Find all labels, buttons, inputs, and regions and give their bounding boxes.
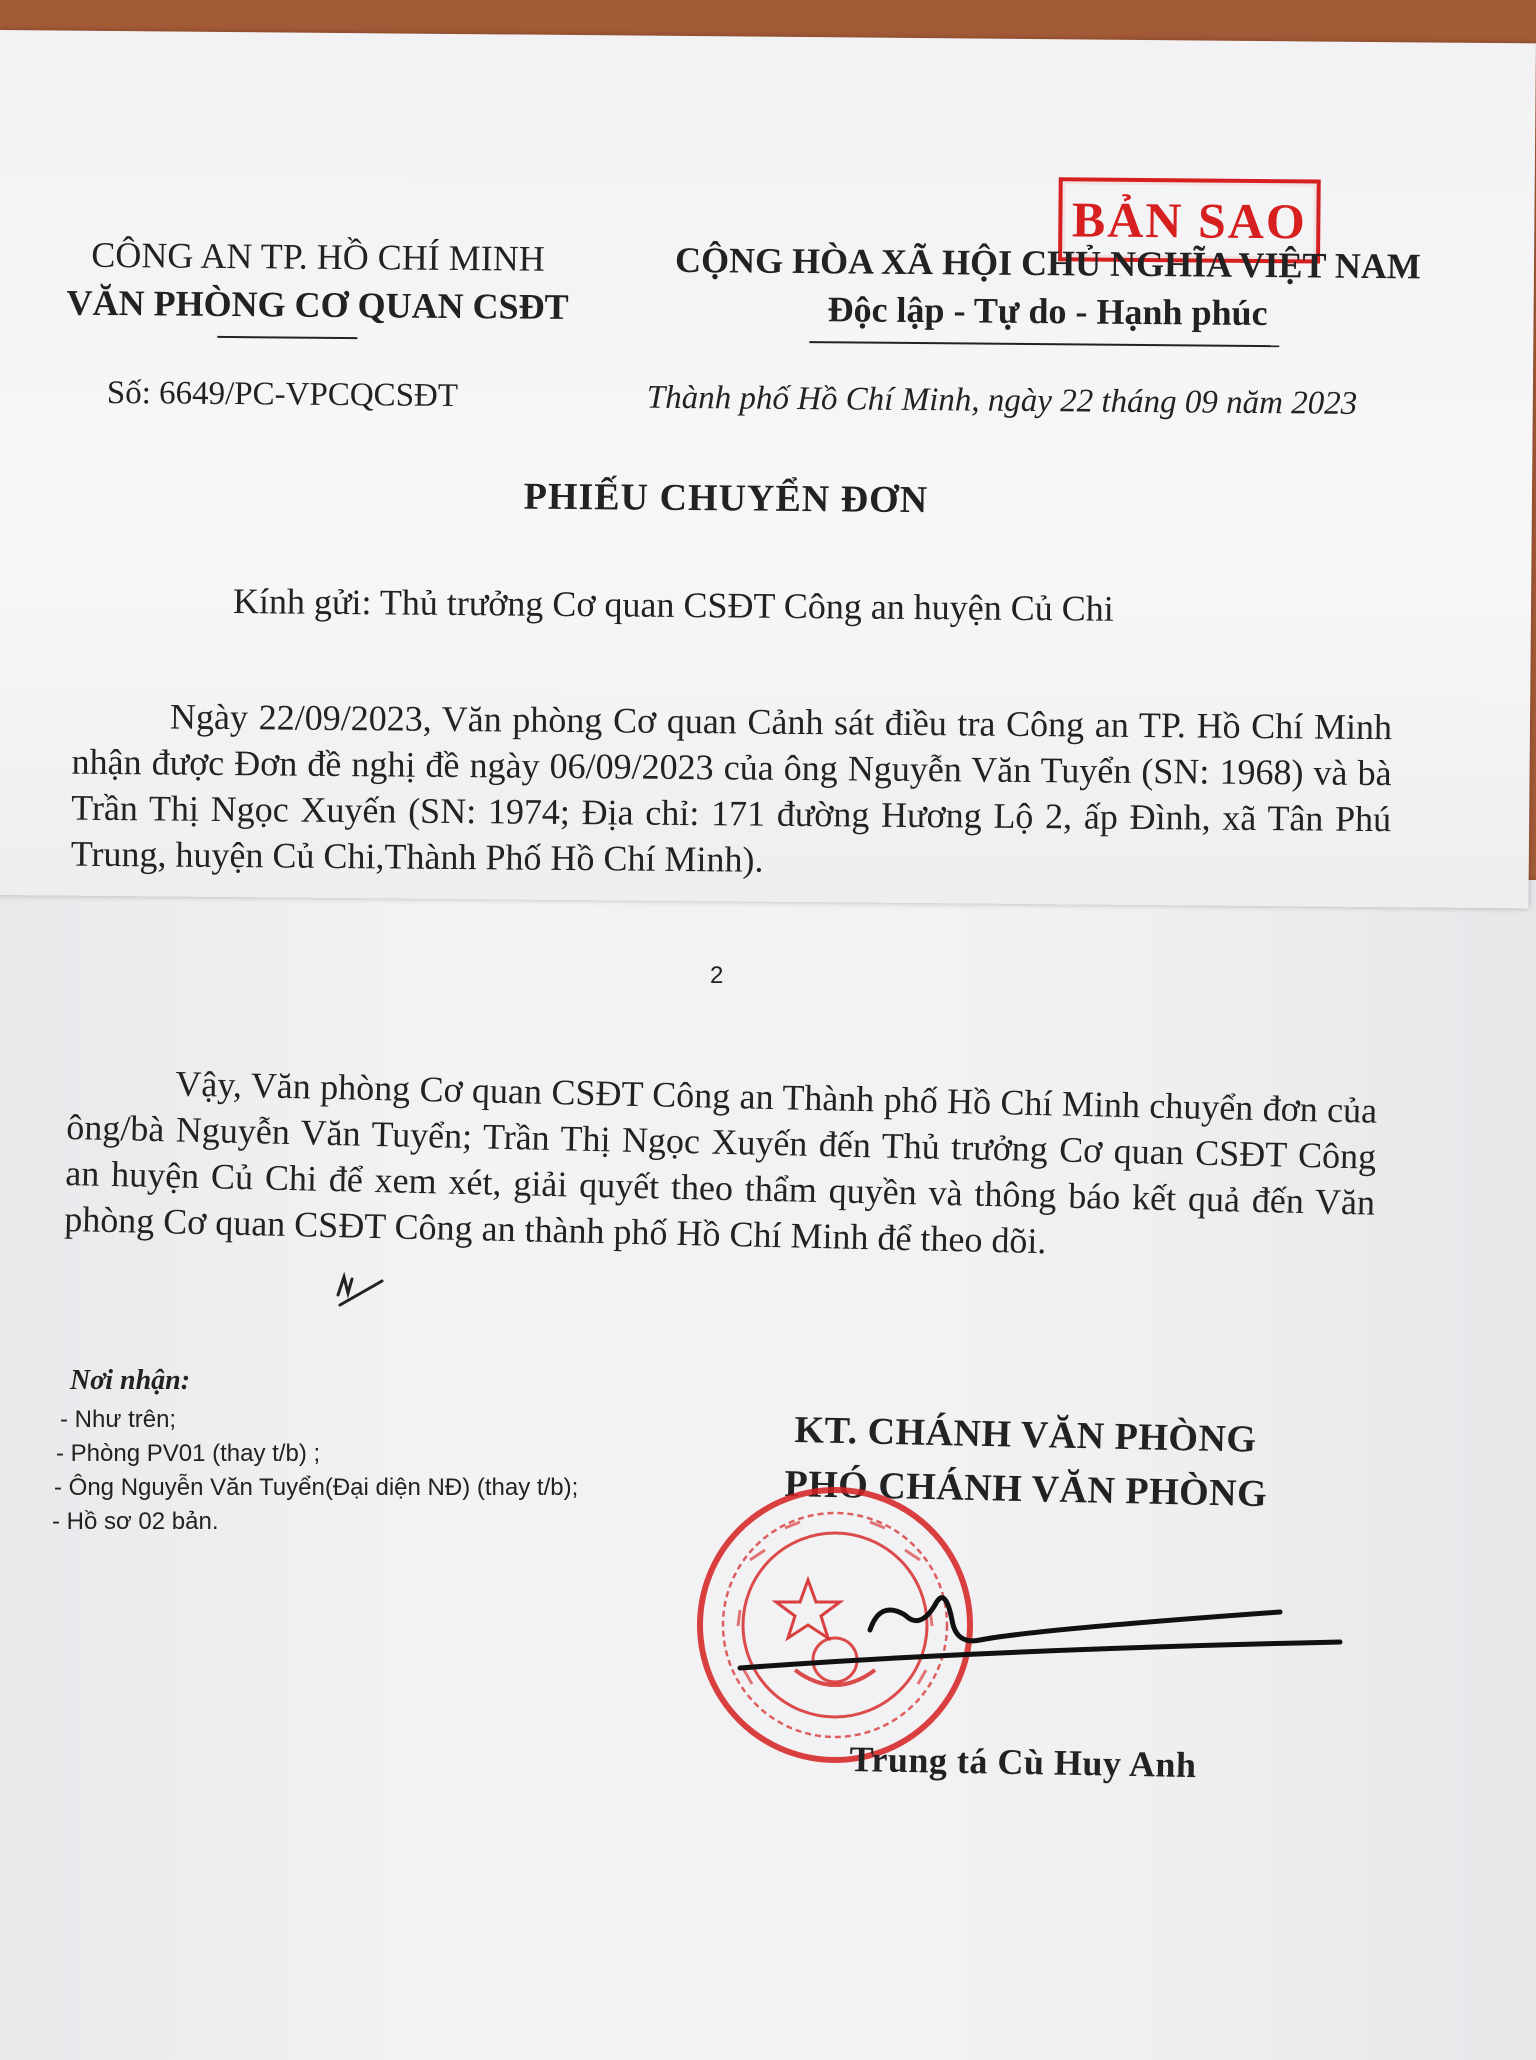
page-number: 2 (710, 962, 724, 989)
document-page-1 (0, 30, 1536, 908)
nation-name: CỘNG HÒA XÃ HỘI CHỦ NGHĨA VIỆT NAM (674, 239, 1422, 287)
signer-title-2: PHÓ CHÁNH VĂN PHÒNG (784, 1462, 1268, 1516)
document-title: PHIẾU CHUYỂN ĐƠN (523, 475, 929, 522)
signer-name: Trung tá Cù Huy Anh (849, 1738, 1197, 1786)
paragraph-transfer: Vậy, Văn phòng Cơ quan CSĐT Công an Thành phố Hồ Chí Minh chuyển đơn của ông/bà Nguyễn Văn Tuyển; Trần Thị Ngọc Xuyến đến Thủ trưởng Cơ quan CSĐT Công an huyện Củ Chi để xem xét, giải quyết theo thẩm quyền và thông báo kết quả đến Văn phòng Cơ quan CSĐT Công an thành phố Hồ Chí Minh để theo dõi. (63, 1063, 1378, 1262)
place-date: Thành phố Hồ Chí Minh, ngày 22 tháng 09 năm 2023 (646, 379, 1358, 422)
agency-name: CÔNG AN TP. HỒ CHÍ MINH (91, 234, 545, 279)
recipients-title: Nơi nhận: (70, 1365, 191, 1396)
agency-office: VĂN PHÒNG CƠ QUAN CSĐT (66, 282, 569, 327)
addressee: Kính gửi: Thủ trưởng Cơ quan CSĐT Công an huyện Củ Chi (232, 581, 1114, 629)
document-number: Số: 6649/PC-VPCQCSĐT (106, 374, 459, 415)
recipient-item: - Ông Nguyễn Văn Tuyển(Đại diện NĐ) (thay t/b); (54, 1474, 579, 1501)
recipient-item: - Hồ sơ 02 bản. (52, 1508, 219, 1535)
signer-title-1: KT. CHÁNH VĂN PHÒNG (794, 1408, 1257, 1461)
signature-image (730, 1560, 1350, 1690)
nation-motto: Độc lập - Tự do - Hạnh phúc (827, 289, 1268, 334)
recipients-block (52, 1365, 579, 1539)
recipient-item: - Như trên; (60, 1406, 177, 1433)
recipient-item: - Phòng PV01 (thay t/b) ; (56, 1440, 321, 1467)
motto-underline (809, 341, 1279, 347)
copy-stamp: BẢN SAO (1058, 177, 1321, 263)
agency-header (57, 231, 578, 332)
nation-header (667, 236, 1428, 339)
initial-mark (330, 1265, 390, 1315)
document-page-2 (0, 880, 1536, 2060)
paragraph-received: Ngày 22/09/2023, Văn phòng Cơ quan Cảnh sát điều tra Công an TP. Hồ Chí Minh nhận được Đơn đề nghị đề ngày 06/09/2023 của ông Nguyễn Văn Tuyển (SN: 1968) và bà Trần Thị Ngọc Xuyến (SN: 1974; Địa chỉ: 171 đường Hương Lộ 2, ấp Đình, xã Tân Phú Trung, huyện Củ Chi,Thành Phố Hồ Chí Minh). (70, 696, 1393, 880)
agency-underline (217, 336, 357, 339)
